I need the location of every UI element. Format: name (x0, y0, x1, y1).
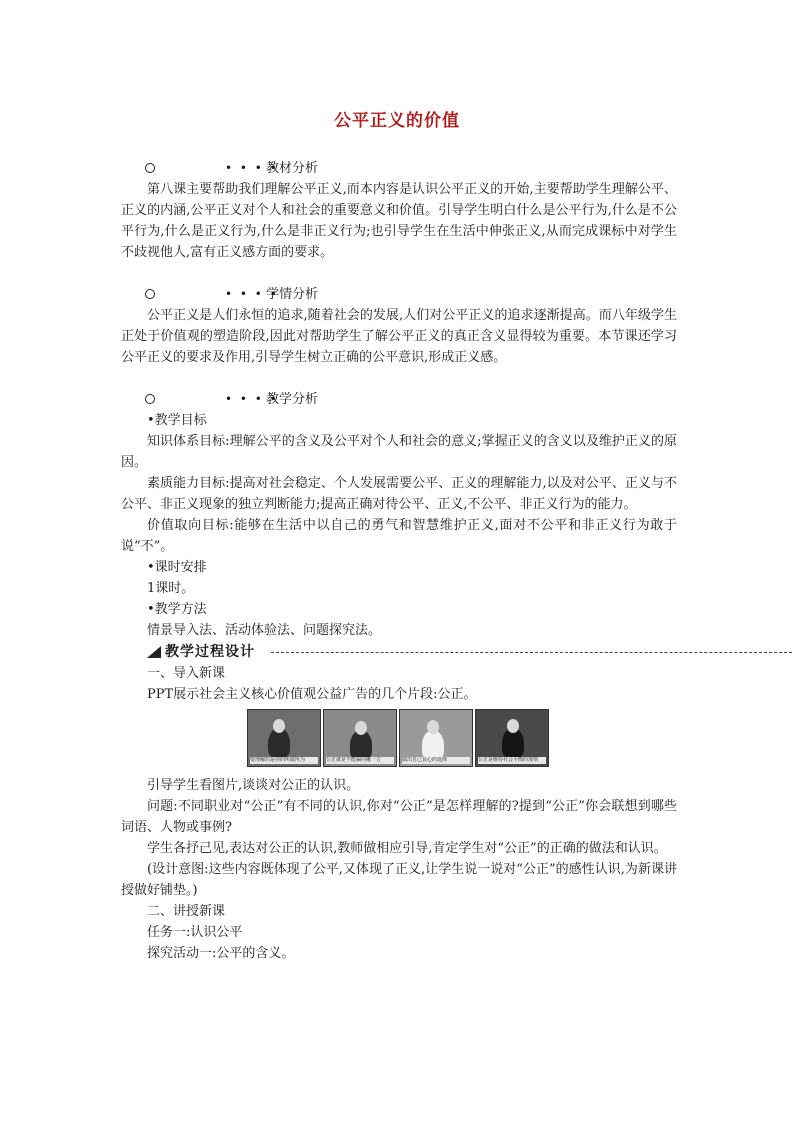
section-label: 学情分析 (266, 287, 319, 302)
paragraph-knowledge-goal: 知识体系目标:理解公平的含义及公平对个人和社会的意义;掌握正义的含义以及维护正义的原因。 (121, 434, 677, 470)
bullet-teaching-goals: •教学目标 (147, 413, 207, 428)
paragraph-value-goal: 价值取向目标:能够在生活中以自己的勇气和智慧维护正义,面对不公平和非正义行为敢于说“不”。 (121, 518, 677, 554)
paragraph-design-intent: (设计意图:这些内容既体现了公平,又体现了正义,让学生说一说对“公正”的感性认识,为新课讲授做好铺垫。) (121, 862, 677, 898)
activity-one: 探究活动一:公平的含义。 (147, 946, 295, 961)
person-face (507, 719, 519, 733)
section-header-teaching-analysis (121, 389, 677, 410)
document-body (121, 158, 677, 964)
bullet-methods: •教学方法 (147, 602, 207, 617)
heading-new-lesson: 二、讲授新课 (147, 904, 226, 919)
heading-intro: 一、导入新课 (147, 666, 226, 681)
section-label: 教学分析 (266, 392, 319, 407)
photo-caption: 要理解的是你的所做所为 (250, 757, 318, 764)
photo-caption: 公正是维持社会平衡的准则 (478, 757, 546, 764)
paragraph-discussion: 学生各抒己见,表达对公正的认识,教师做相应引导,肯定学生对“公正”的正确的做法和认识。 (147, 841, 667, 856)
section-header-student-analysis (121, 284, 677, 305)
dots-decoration: • • • • (225, 161, 279, 175)
schedule-text: 1课时。 (147, 581, 195, 596)
circle-icon (145, 289, 155, 299)
triangle-icon (147, 646, 161, 658)
circle-icon (145, 394, 155, 404)
circle-icon (145, 163, 155, 173)
photo-strip (121, 709, 677, 773)
paragraph-textbook-analysis: 第八课主要帮助我们理解公平正义,而本内容是认识公平正义的开始,主要帮助学生理解公平、正义的内涵,公平正义对个人和社会的重要意义和价值。引导学生明白什么是公平行为,什么是不公平行为,什么是正义行为,什么是非正义行为;也引导学生在生活中伸张正义,从而完成课标中对学生不歧视他人,富有正义感方面的要求。 (121, 182, 677, 260)
person-figure (422, 730, 444, 760)
photo-caption: 做出自己良心的选择 (402, 757, 470, 764)
person-face (355, 721, 367, 735)
task-one: 任务一:认识公平 (147, 925, 243, 940)
photo-4 (475, 709, 549, 767)
section-label: 教材分析 (266, 161, 319, 176)
ppt-text: PPT展示社会主义核心价值观公益广告的几个片段:公正。 (147, 687, 477, 702)
photo-3 (399, 709, 473, 767)
dots-decoration: • • • • (225, 392, 279, 406)
bullet-schedule: •课时安排 (147, 560, 207, 575)
paragraph-ability-goal: 素质能力目标:提高对社会稳定、个人发展需要公平、正义的理解能力,以及对公平、正义与不公平、非正义现象的独立判断能力;提高正确对待公平、正义,不公平、非正义行为的能力。 (121, 476, 677, 512)
section-header-textbook-analysis (121, 158, 677, 179)
person-face (273, 719, 285, 733)
banner-title: 教学过程设计 (165, 644, 255, 660)
dashed-divider (271, 652, 794, 653)
paragraph-question: 问题:不同职业对“公正”有不同的认识,你对“公正”是怎样理解的?提到“公正”你会联想到哪些词语、人物或事例? (121, 799, 677, 835)
process-design-banner (121, 642, 677, 663)
methods-text: 情景导入法、活动体验法、问题探究法。 (147, 623, 382, 638)
paragraph-student-analysis: 公平正义是人们永恒的追求,随着社会的发展,人们对公平正义的追求逐渐提高。而八年级学生正处于价值观的塑造阶段,因此对帮助学生了解公平正义的真正含义显得较为重要。本节课还学习公平正义的要求及作用,引导学生树立正确的公平意识,形成正义感。 (121, 308, 677, 365)
person-face (427, 720, 439, 734)
photo-1 (247, 709, 321, 767)
photo-2 (323, 709, 397, 767)
photo-caption: 公正就是不能偏向哪一方 (326, 757, 394, 764)
dots-decoration: • • • • (225, 287, 279, 301)
document-title: 公平正义的价值 (334, 111, 460, 131)
paragraph-guide: 引导学生看图片,谈谈对公正的认识。 (147, 778, 360, 793)
